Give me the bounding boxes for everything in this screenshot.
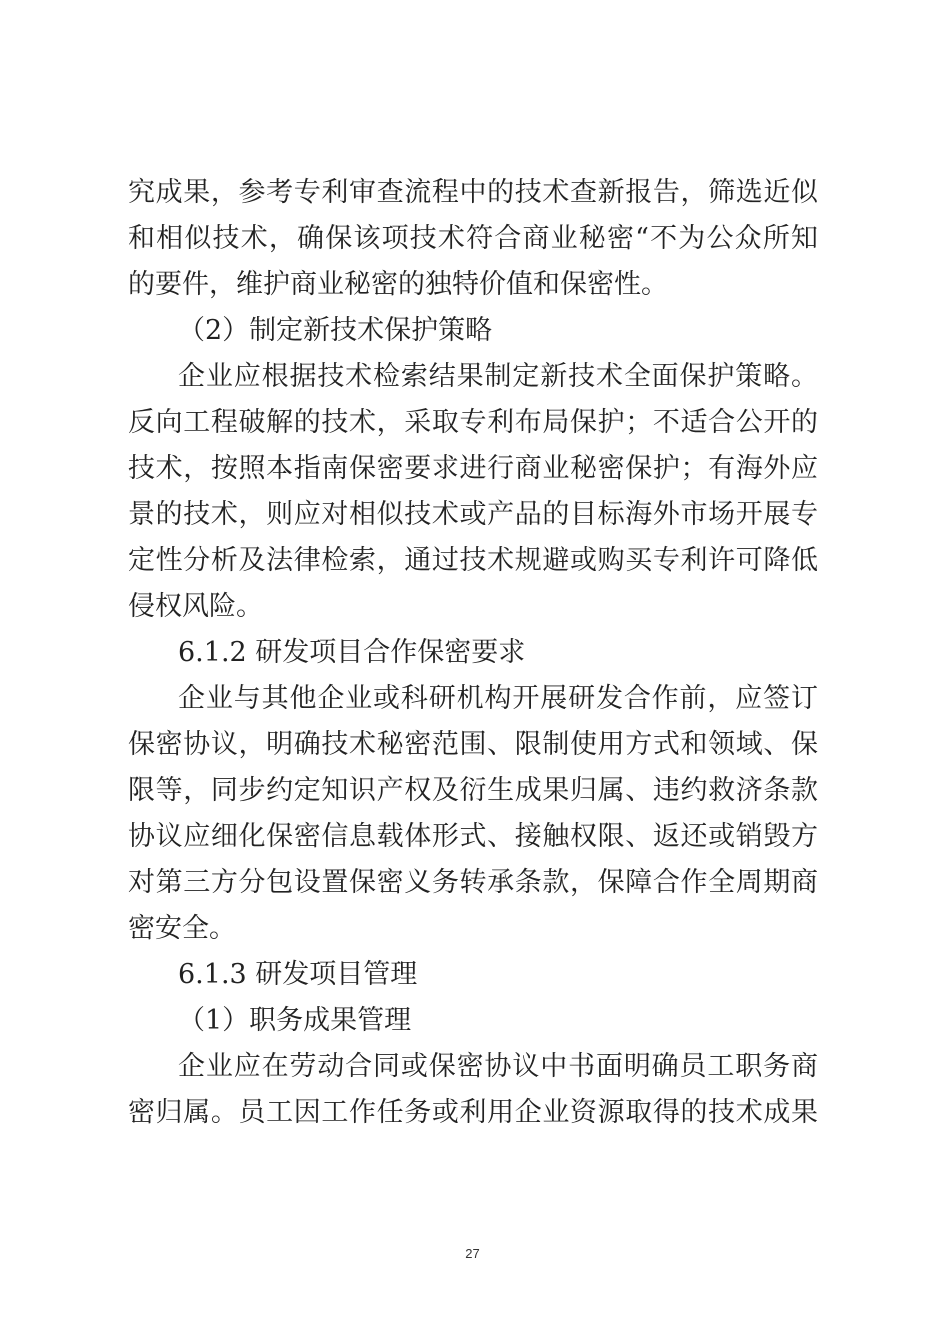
text-line: （1）职务成果管理 — [178, 1005, 412, 1036]
text-line: 对第三方分包设置保密义务转承条款，保障合作全周期商 — [128, 867, 818, 898]
text-line: 6.1.3 研发项目管理 — [178, 959, 418, 990]
text-line: 定性分析及法律检索，通过技术规避或购买专利许可降低 — [128, 545, 818, 576]
text-line: 的要件，维护商业秘密的独特价值和保密性。 — [128, 269, 668, 300]
text-line: 密归属。员工因工作任务或利用企业资源取得的技术成果 — [128, 1097, 818, 1128]
text-line: 景的技术，则应对相似技术或产品的目标海外市场开展专 — [128, 499, 818, 530]
text-line: 协议应细化保密信息载体形式、接触权限、返还或销毁方 — [128, 821, 818, 852]
text-line: 保密协议，明确技术秘密范围、限制使用方式和领域、保 — [128, 729, 818, 760]
text-line: 究成果，参考专利审查流程中的技术查新报告，筛选近似 — [128, 177, 818, 208]
document-body — [128, 170, 818, 1136]
text-line: 限等，同步约定知识产权及衍生成果归属、违约救济条款 — [128, 775, 818, 806]
page-number: 27 — [465, 1246, 480, 1261]
text-line: 和相似技术，确保该项技术符合商业秘密“不为公众所知 — [128, 223, 818, 254]
text-line: 企业应在劳动合同或保密协议中书面明确员工职务商 — [178, 1051, 818, 1082]
text-line: 密安全。 — [128, 913, 236, 944]
text-line: 反向工程破解的技术，采取专利布局保护；不适合公开的 — [128, 407, 818, 438]
text-line: （2）制定新技术保护策略 — [178, 315, 493, 346]
text-line: 企业与其他企业或科研机构开展研发合作前，应签订 — [178, 683, 818, 714]
text-line: 侵权风险。 — [128, 591, 263, 622]
text-line: 企业应根据技术检索结果制定新技术全面保护策略。 — [178, 361, 818, 392]
text-line: 6.1.2 研发项目合作保密要求 — [178, 637, 526, 668]
text-line: 技术，按照本指南保密要求进行商业秘密保护；有海外应 — [128, 453, 818, 484]
